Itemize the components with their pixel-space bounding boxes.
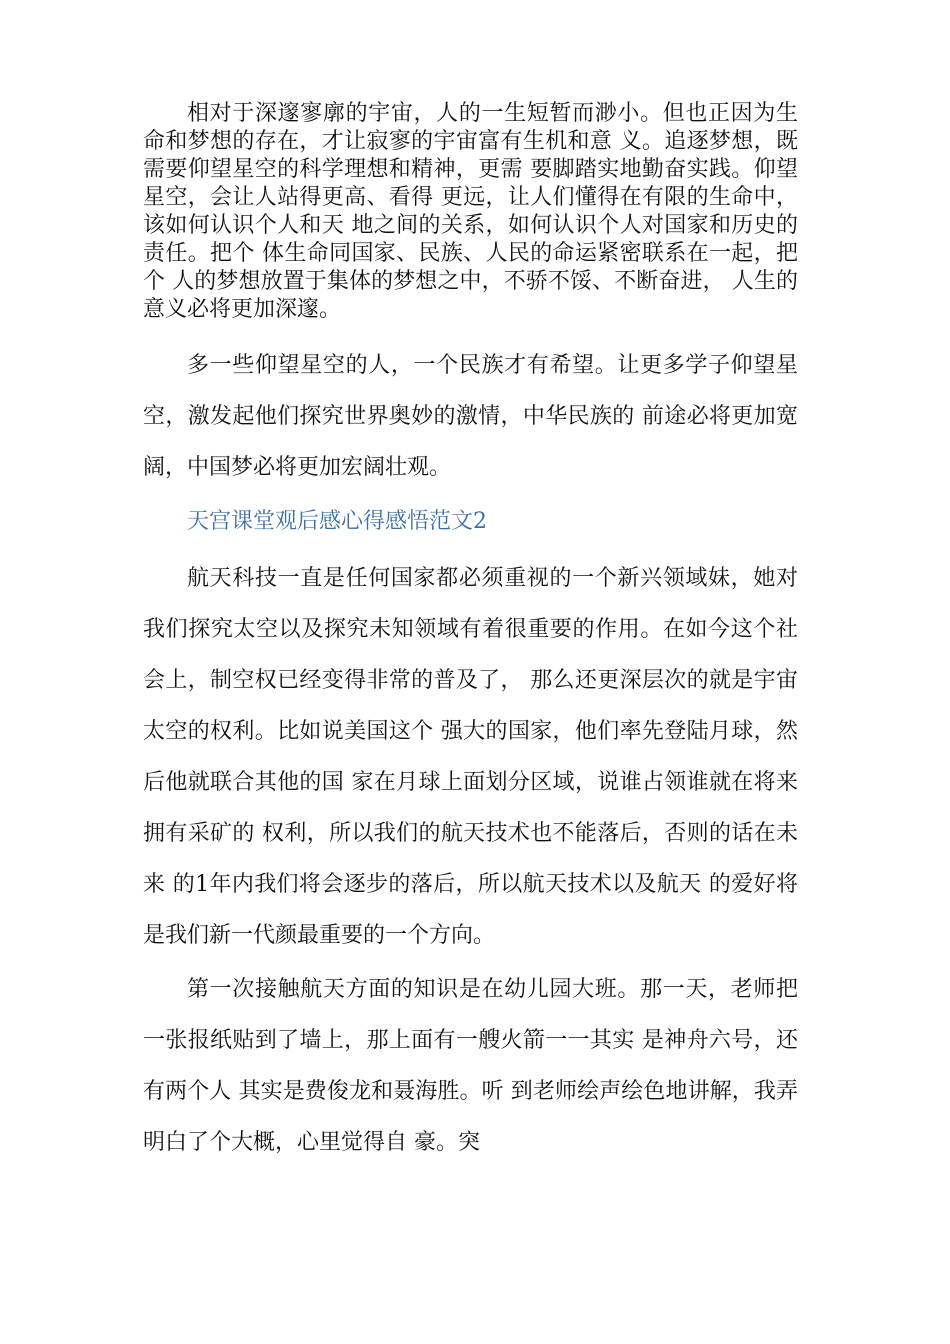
section-heading: 天宫课堂观后感心得感悟范文2 bbox=[187, 509, 487, 534]
paragraph-aerospace-tech: 航天科技一直是任何国家都必须重视的一个新兴领域妹，她对我们探究太空以及探究未知领域有着很重要的作用。在如今这个社会上，制空权已经变得非常的普及了， 那么还更深层次的就是宇宙太空的权利。比如说美国这个 强大的国家，他们率先登陆月球，然后他就联合其他的国 家在月球上面划分区域，说谁占领谁就在将来拥有采矿的 权利，所以我们的航天技术也不能落后，否则的话在未来 的1年内我们将会逐步的落后，所以航天技术以及航天 的爱好将是我们新一代颜最重要的一个方向。 bbox=[143, 566, 798, 948]
paragraph-stargazers: 多一些仰望星空的人，一个民族才有希望。让更多学子仰望星空，激发起他们探究世界奥妙的激情，中华民族的 前途必将更加宽阔，中国梦必将更加宏阔壮观。 bbox=[143, 353, 798, 480]
paragraph-first-contact: 第一次接触航天方面的知识是在幼儿园大班。那一天，老师把一张报纸贴到了墙上，那上面有一艘火箭一一其实 是神舟六号，还有两个人 其实是费俊龙和聂海胜。听 到老师绘声绘色地讲解，我弄明白了个大概，心里觉得自 豪。突 bbox=[143, 977, 798, 1155]
document-page bbox=[143, 100, 798, 1171]
paragraph-universe: 相对于深邃寥廓的宇宙，人的一生短暂而渺小。但也正因为生命和梦想的存在，才让寂寥的宇宙富有生机和意 义。追逐梦想，既需要仰望星空的科学理想和精神，更需 要脚踏实地勤奋实践。仰望星空，会让人站得更高、看得 更远，让人们懂得在有限的生命中，该如何认识个人和天 地之间的关系，如何认识个人对国家和历史的责任。把个 体生命同国家、民族、人民的命运紧密联系在一起，把个 人的梦想放置于集体的梦想之中，不骄不馁、不断奋进， 人生的意义必将更加深邃。 bbox=[143, 101, 798, 322]
